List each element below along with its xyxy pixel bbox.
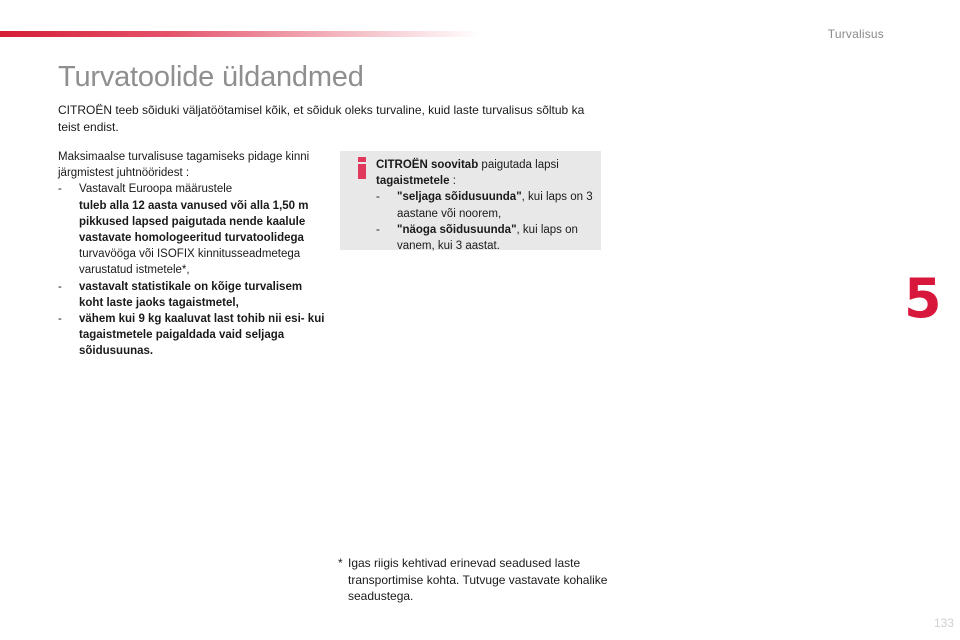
page-title: Turvatoolide üldandmed (58, 61, 364, 93)
info-icon (355, 157, 369, 179)
section-label: Turvalisus (827, 27, 884, 41)
guidelines-lead: Maksimaalse turvalisuse tagamiseks pidage kinni järgmistest juhtnööridest : (58, 151, 310, 180)
recommendation-text: CITROËN soovitab paigutada lapsi tagaistmetele : - "seljaga sõidusuunda", kui laps on 3 aastane või noorem, - "näoga sõidusuunda", kui laps on vanem, kui 3 aastat. (376, 157, 596, 254)
recommendation-item: - "näoga sõidusuunda", kui laps on vanem, kui 3 aastat. (376, 222, 596, 254)
guideline-text: Vastavalt Euroopa määrustele (79, 183, 233, 196)
footnote (338, 555, 618, 605)
guideline-emphasis: tuleb alla 12 aasta vanused või alla 1,50 m pikkused lapsed paigutada nende kaalule vastavate homologeeritud turvatoolidega (79, 199, 309, 245)
bullet-dash: - (58, 183, 62, 196)
brand-name: CITROËN soovitab (376, 159, 479, 171)
guideline-emphasis: vähem kui 9 kg kaaluvat last tohib nii esi- kui tagaistmetele paigaldada vaid seljaga sõidusuunas. (79, 313, 325, 358)
footnote-text: Igas riigis kehtivad erinevad seadused laste transportimise kohta. Tutvuge vastavate kohalike seadustega. (348, 556, 608, 603)
recommendation-box (340, 151, 601, 253)
guideline-text: turvavööga või ISOFIX kinnitusseadmetega varustatud istmetele*, (79, 248, 301, 277)
guideline-emphasis: vastavalt statistikale on kõige turvalisem koht laste jaoks tagaistmetel, (79, 280, 303, 309)
chapter-number: 5 (904, 267, 942, 330)
page-number: 133 (933, 616, 954, 630)
guideline-item (58, 311, 328, 360)
guideline-item (58, 181, 328, 278)
bullet-dash: - (58, 313, 62, 326)
bullet-dash: - (376, 191, 380, 204)
recommendation-item: - "seljaga sõidusuunda", kui laps on 3 aastane või noorem, (376, 189, 596, 221)
safety-guidelines (58, 149, 328, 360)
bullet-dash: - (376, 223, 380, 236)
header-accent-bar (0, 31, 480, 37)
bullet-dash: - (58, 280, 62, 293)
guideline-item (58, 279, 328, 311)
intro-paragraph: CITROËN teeb sõiduki väljatöötamisel kõik, et sõiduk oleks turvaline, kuid laste turvalisus sõltub ka teist endist. (58, 103, 585, 134)
rear-seats-term: tagaistmetele (376, 175, 450, 188)
footnote-marker: * (338, 556, 343, 570)
